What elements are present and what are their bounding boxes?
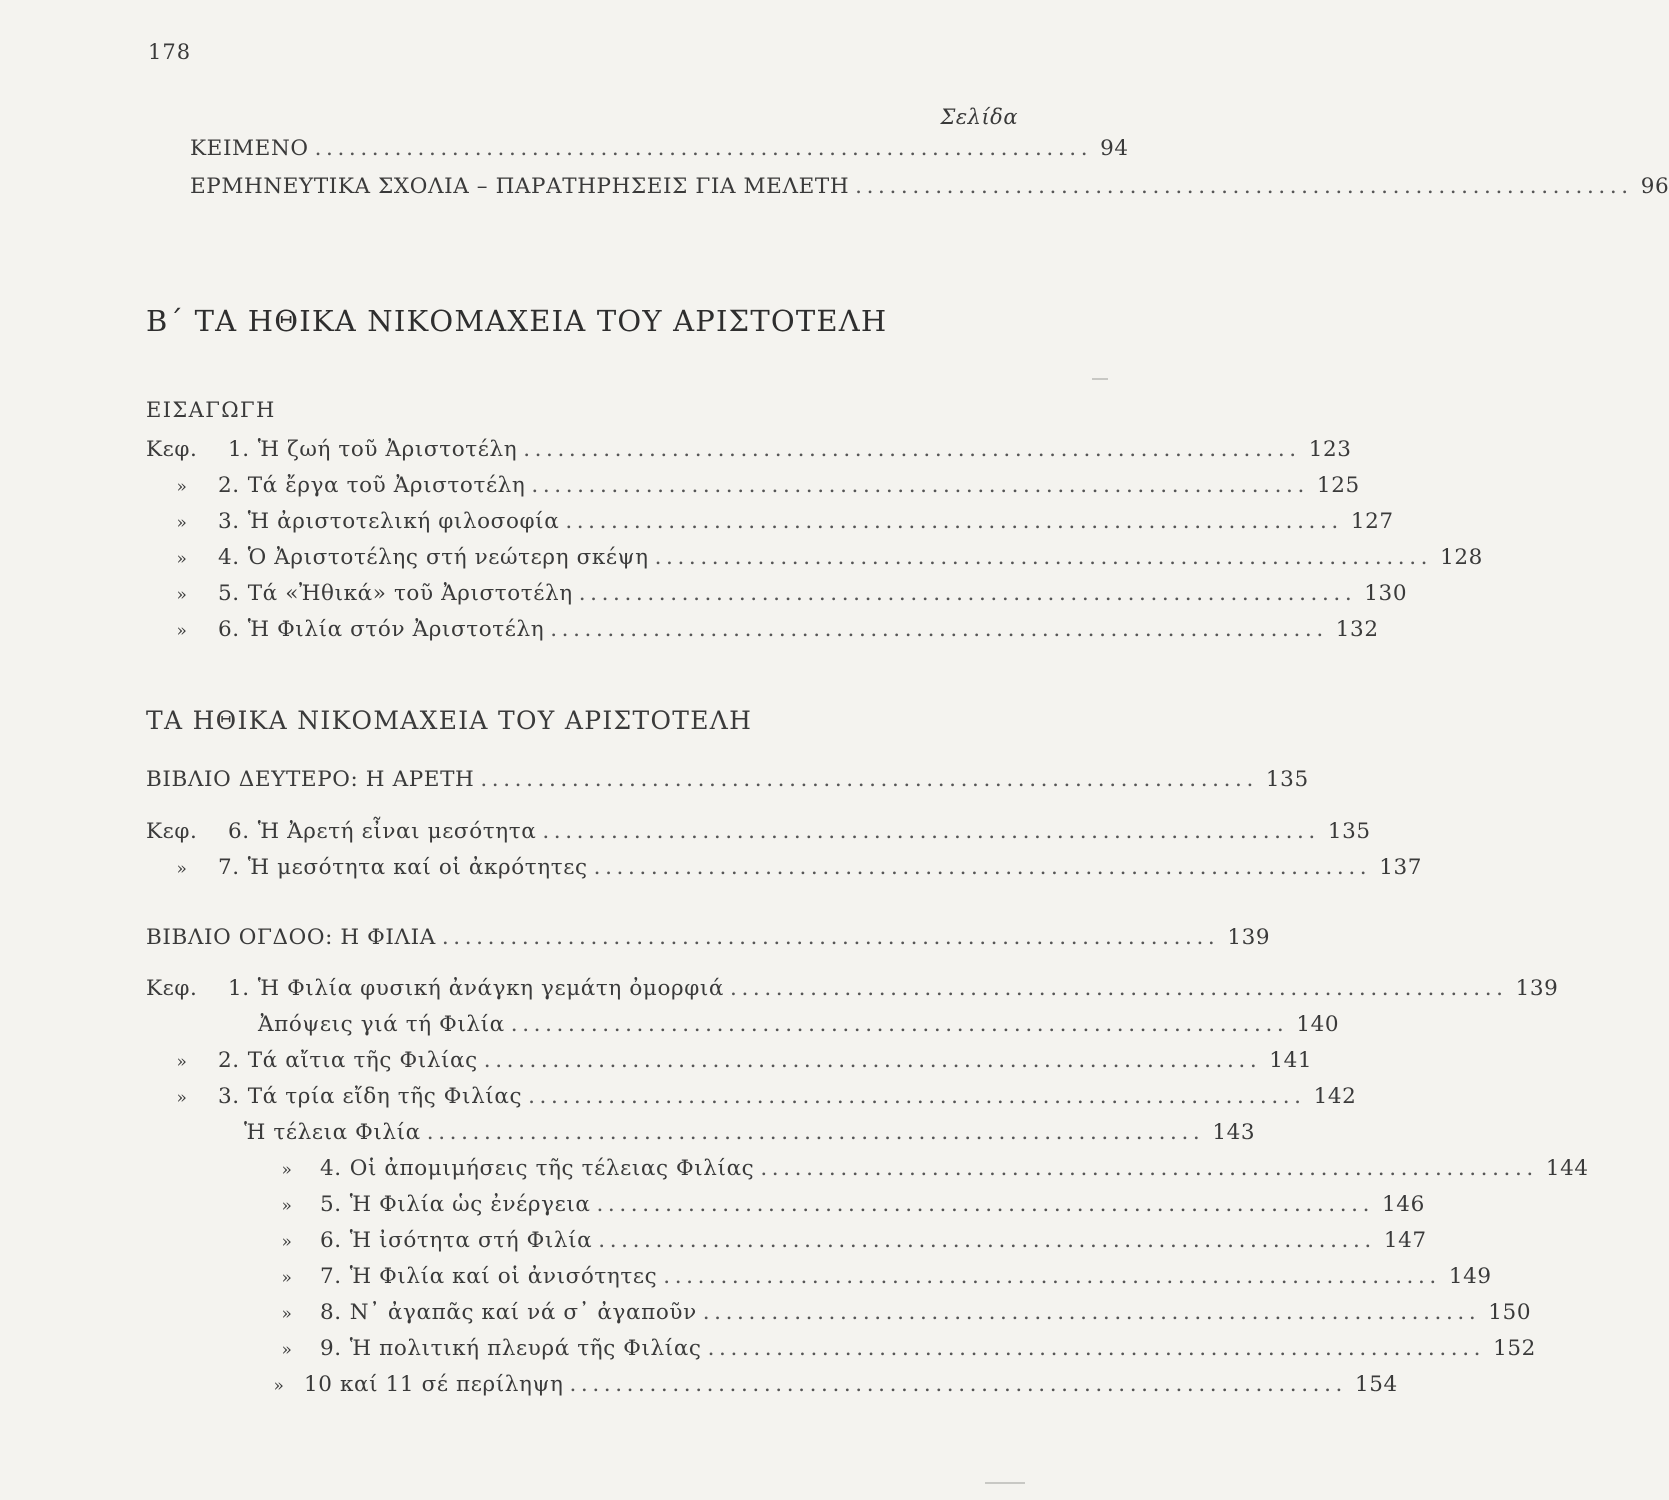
- toc-entry: [146, 545, 1483, 575]
- leader-dots: ....................................................................: [598, 1228, 1376, 1253]
- toc-entry: [146, 509, 1394, 539]
- ditto-mark: »: [281, 1232, 293, 1252]
- entry-page: 125: [1316, 473, 1360, 498]
- leader-dots: ....................................................................: [441, 925, 1220, 950]
- ditto-mark: »: [281, 1268, 293, 1288]
- page-column-label: Σελίδα: [940, 105, 1018, 129]
- leader-dots: ....................................................................: [314, 136, 1093, 161]
- leader-dots: ....................................................................: [578, 581, 1357, 606]
- ditto-mark: »: [281, 1340, 293, 1360]
- ditto-mark: »: [176, 585, 188, 605]
- entry-number: 5.: [320, 1192, 342, 1217]
- toc-entry-page: 96: [1640, 174, 1669, 199]
- entry-title: Ἡ Ἀρετή εἶναι μεσότητα: [257, 819, 537, 844]
- leader-dots: ....................................................................: [596, 1192, 1375, 1217]
- ditto-mark: »: [281, 1304, 293, 1324]
- toc-entry: [254, 1192, 1425, 1222]
- toc-entry: [146, 976, 1559, 1006]
- section-heading: ΤΑ ΗΘΙΚΑ ΝΙΚΟΜΑΧΕΙΑ ΤΟΥ ΑΡΙΣΤΟΤΕΛΗ: [146, 706, 753, 735]
- entry-title: Ἡ Φιλία ὡς ἐνέργεια: [349, 1192, 591, 1217]
- leader-dots: ....................................................................: [510, 1012, 1289, 1037]
- toc-entry: [254, 1228, 1427, 1258]
- entry-page: 130: [1364, 581, 1408, 606]
- entry-title: Ἡ ἰσότητα στή Φιλία: [349, 1228, 593, 1253]
- entry-page: 135: [1327, 819, 1371, 844]
- ditto-mark: »: [281, 1160, 293, 1180]
- entry-page: 128: [1440, 545, 1483, 570]
- leader-dots: ....................................................................: [528, 1084, 1306, 1109]
- entry-prefix: Κεφ.: [146, 976, 198, 1001]
- leader-dots: ....................................................................: [483, 1048, 1262, 1073]
- toc-entry: [146, 581, 1408, 611]
- entry-number: 4.: [218, 545, 240, 570]
- toc-entry-scholia: [190, 174, 1669, 204]
- scan-speck: [1092, 378, 1108, 380]
- toc-entry-title: ΚΕΙΜΕΝΟ: [190, 136, 309, 161]
- leader-dots: ....................................................................: [565, 509, 1343, 534]
- leader-dots: ....................................................................: [702, 1300, 1481, 1325]
- ditto-mark: »: [281, 1196, 293, 1216]
- entry-number: 6.: [320, 1228, 342, 1253]
- toc-entry: [146, 1084, 1357, 1114]
- book-page: 139: [1227, 925, 1271, 950]
- leader-dots: ....................................................................: [593, 855, 1372, 880]
- entry-page: 152: [1493, 1336, 1536, 1361]
- entry-title: Ἡ Φιλία στόν Ἀριστοτέλη: [247, 617, 545, 642]
- entry-number: 4.: [320, 1156, 342, 1181]
- toc-subentry: [258, 1012, 1340, 1042]
- entry-page: 142: [1313, 1084, 1357, 1109]
- page-number: 178: [148, 40, 192, 64]
- leader-dots: ....................................................................: [663, 1264, 1441, 1289]
- entry-number: 9.: [320, 1336, 342, 1361]
- entry-page: 144: [1545, 1156, 1589, 1181]
- entry-title: Οἱ ἀπομιμήσεις τῆς τέλειας Φιλίας: [349, 1156, 755, 1181]
- ditto-mark: »: [176, 1052, 188, 1072]
- entry-title: Ἡ Φιλία φυσική ἀνάγκη γεμάτη ὀμορφιά: [257, 976, 725, 1001]
- toc-entry: [146, 855, 1423, 885]
- toc-entry: [254, 1156, 1589, 1186]
- toc-entry: [146, 437, 1352, 467]
- leader-dots: ....................................................................: [855, 174, 1633, 199]
- entry-title: 10 καί 11 σέ περίληψη: [304, 1372, 564, 1397]
- entry-title: Ἡ ζωή τοῦ Ἀριστοτέλη: [257, 437, 518, 462]
- book-title: ΒΙΒΛΙΟ ΔΕΥΤΕΡΟ: Η ΑΡΕΤΗ: [146, 767, 475, 792]
- entry-number: 2.: [218, 1048, 240, 1073]
- entry-number: 3.: [218, 509, 240, 534]
- entry-number: 6.: [218, 617, 240, 642]
- entry-title: Ἡ πολιτική πλευρά τῆς Φιλίας: [349, 1336, 702, 1361]
- toc-subentry: [244, 1120, 1256, 1150]
- entry-title: Ἡ τέλεια Φιλία: [244, 1120, 421, 1145]
- entry-page: 137: [1379, 855, 1423, 880]
- entry-number: 7.: [218, 855, 240, 880]
- entry-number: 2.: [218, 473, 240, 498]
- book-title: ΒΙΒΛΙΟ ΟΓΔΟΟ: Η ΦΙΛΙΑ: [146, 925, 436, 950]
- entry-number: 1.: [228, 437, 250, 462]
- ditto-mark: »: [273, 1376, 285, 1396]
- entry-title: Τά αἴτια τῆς Φιλίας: [247, 1048, 478, 1073]
- leader-dots: ....................................................................: [707, 1336, 1486, 1361]
- entry-page: 147: [1383, 1228, 1427, 1253]
- leader-dots: ....................................................................: [550, 617, 1328, 642]
- entry-title: Ν᾿ ἀγαπᾶς καί νά σ᾿ ἀγαποῦν: [349, 1300, 697, 1325]
- entry-title: Τά ἔργα τοῦ Ἀριστοτέλη: [247, 473, 526, 498]
- toc-entry-keimeno: [190, 136, 1129, 166]
- entry-page: 146: [1382, 1192, 1425, 1217]
- entry-page: 154: [1354, 1372, 1398, 1397]
- part-heading: Β΄ ΤΑ ΗΘΙΚΑ ΝΙΚΟΜΑΧΕΙΑ ΤΟΥ ΑΡΙΣΤΟΤΕΛΗ: [146, 304, 888, 338]
- entry-number: 6.: [228, 819, 250, 844]
- ditto-mark: »: [176, 621, 188, 641]
- book-page: 135: [1265, 767, 1309, 792]
- entry-title: Ἡ Φιλία καί οἱ ἀνισότητες: [349, 1264, 658, 1289]
- entry-title: Τά τρία εἴδη τῆς Φιλίας: [247, 1084, 523, 1109]
- leader-dots: ....................................................................: [569, 1372, 1347, 1397]
- entry-page: 132: [1335, 617, 1379, 642]
- leader-dots: ....................................................................: [480, 767, 1258, 792]
- toc-entry: [146, 819, 1371, 849]
- toc-entry: [146, 617, 1379, 647]
- ditto-mark: »: [176, 549, 188, 569]
- entry-number: 8.: [320, 1300, 342, 1325]
- entry-prefix: Κεφ.: [146, 437, 198, 462]
- toc-entry: [146, 473, 1360, 503]
- entry-number: 5.: [218, 581, 240, 606]
- leader-dots: ....................................................................: [730, 976, 1508, 1001]
- entry-page: 139: [1515, 976, 1559, 1001]
- entry-page: 150: [1488, 1300, 1532, 1325]
- entry-page: 123: [1308, 437, 1352, 462]
- entry-title: Ἀπόψεις γιά τή Φιλία: [258, 1012, 505, 1037]
- book-entry: [146, 925, 1271, 955]
- toc-entry: [254, 1336, 1536, 1366]
- leader-dots: ....................................................................: [531, 473, 1309, 498]
- entry-page: 141: [1269, 1048, 1313, 1073]
- entry-page: 127: [1350, 509, 1394, 534]
- entry-number: 3.: [218, 1084, 240, 1109]
- entry-title: Τά «Ἠθικά» τοῦ Ἀριστοτέλη: [247, 581, 573, 606]
- leader-dots: ....................................................................: [542, 819, 1320, 844]
- leader-dots: ....................................................................: [523, 437, 1301, 462]
- entry-prefix: Κεφ.: [146, 819, 198, 844]
- entry-page: 140: [1296, 1012, 1340, 1037]
- entry-number: 7.: [320, 1264, 342, 1289]
- entry-page: 143: [1212, 1120, 1256, 1145]
- ditto-mark: »: [176, 859, 188, 879]
- leader-dots: ....................................................................: [654, 545, 1433, 570]
- leader-dots: ....................................................................: [426, 1120, 1205, 1145]
- entry-title: Ἡ μεσότητα καί οἱ ἀκρότητες: [247, 855, 588, 880]
- toc-entry: [254, 1300, 1532, 1330]
- ditto-mark: »: [176, 477, 188, 497]
- entry-title: Ὁ Ἀριστοτέλης στή νεώτερη σκέψη: [247, 545, 649, 570]
- toc-entry-title: ΕΡΜΗΝΕΥΤΙΚΑ ΣΧΟΛΙΑ – ΠΑΡΑΤΗΡΗΣΕΙΣ ΓΙΑ ΜΕΛΕΤΗ: [190, 174, 850, 199]
- toc-entry: [254, 1264, 1492, 1294]
- toc-entry: [146, 1048, 1313, 1078]
- entry-number: 1.: [228, 976, 250, 1001]
- toc-entry: [254, 1372, 1398, 1402]
- leader-dots: ....................................................................: [760, 1156, 1538, 1181]
- book-entry: [146, 767, 1309, 797]
- introduction-heading: ΕΙΣΑΓΩΓΗ: [146, 398, 276, 422]
- ditto-mark: »: [176, 513, 188, 533]
- scan-speck: [985, 1482, 1025, 1484]
- entry-page: 149: [1448, 1264, 1492, 1289]
- ditto-mark: »: [176, 1088, 188, 1108]
- toc-entry-page: 94: [1100, 136, 1129, 161]
- entry-title: Ἡ ἀριστοτελική φιλοσοφία: [247, 509, 560, 534]
